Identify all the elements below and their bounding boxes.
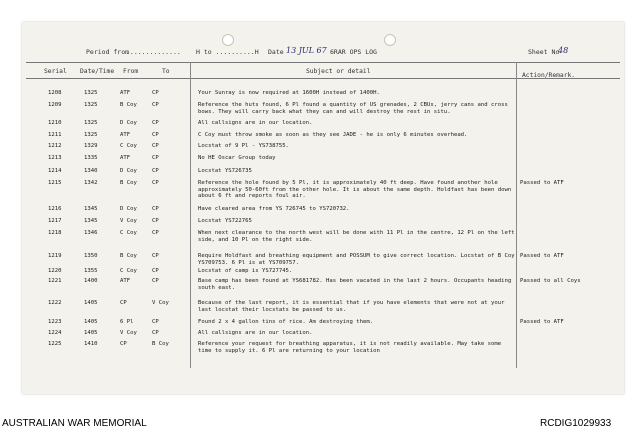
serial-cell: 1220 <box>48 268 62 274</box>
log-title: 6RAR OPS LOG <box>330 48 377 56</box>
log-row <box>22 230 624 241</box>
subject-cell: Locstat YS726735 <box>198 168 252 174</box>
subject-cell: Reference the hole found by 5 Pl, it is approximately 40 ft deep. Have found another hole approximately 50-60ft from the other hole. It is about the same depth. Holdfast has been down about 6 ft and reports foul air. <box>198 180 512 199</box>
h-to-label: H to ..........H <box>196 48 259 56</box>
time-cell: 1405 <box>84 300 98 306</box>
to-cell: CP <box>152 330 159 336</box>
action-cell: Passed to all Coys <box>520 278 581 284</box>
period-from-label: Period from <box>86 48 130 56</box>
log-row <box>22 168 624 179</box>
time-cell: 1355 <box>84 268 98 274</box>
log-row <box>22 218 624 229</box>
time-cell: 1342 <box>84 180 98 186</box>
from-cell: V Coy <box>120 218 137 224</box>
from-cell: D Coy <box>120 168 137 174</box>
to-cell: CP <box>152 180 159 186</box>
subject-cell: All callsigns are in our location. <box>198 330 313 336</box>
from-cell: B Coy <box>120 253 137 259</box>
action-cell: Passed to ATF <box>520 319 564 325</box>
serial-cell: 1211 <box>48 132 62 138</box>
time-cell: 1325 <box>84 132 98 138</box>
col-subject: Subject or detail <box>306 68 371 75</box>
time-cell: 1325 <box>84 102 98 108</box>
col-datetime: Date/Time <box>80 68 115 75</box>
col-action: Action/Remark. <box>522 72 576 79</box>
serial-cell: 1221 <box>48 278 62 284</box>
from-cell: D Coy <box>120 120 137 126</box>
from-cell: C Coy <box>120 143 137 149</box>
serial-cell: 1225 <box>48 341 62 347</box>
serial-cell: 1214 <box>48 168 62 174</box>
log-row <box>22 90 624 101</box>
from-cell: C Coy <box>120 230 137 236</box>
footer-archive-name: AUSTRALIAN WAR MEMORIAL <box>2 418 147 429</box>
log-row <box>22 143 624 154</box>
serial-cell: 1209 <box>48 102 62 108</box>
log-row <box>22 278 624 289</box>
subject-cell: When next clearance to the north west will be done with 11 Pl in the centre, 12 Pl on the left side, and 10 Pl on the right side. <box>198 230 515 243</box>
log-row <box>22 330 624 341</box>
serial-cell: 1213 <box>48 155 62 161</box>
time-cell: 1345 <box>84 206 98 212</box>
subject-cell: All callsigns are in our location. <box>198 120 313 126</box>
time-cell: 1329 <box>84 143 98 149</box>
time-cell: 1340 <box>84 168 98 174</box>
from-cell: 6 Pl <box>120 319 134 325</box>
serial-cell: 1215 <box>48 180 62 186</box>
log-row <box>22 300 624 311</box>
col-serial: Serial <box>44 68 67 75</box>
to-cell: CP <box>152 206 159 212</box>
to-cell: CP <box>152 278 159 284</box>
subject-cell: Locstat of camp is YS727745. <box>198 268 293 274</box>
subject-cell: Found 2 x 4 gallon tins of rice. Am destroying them. <box>198 319 374 325</box>
sheet-no-label: Sheet No <box>528 48 560 56</box>
serial-cell: 1212 <box>48 143 62 149</box>
serial-cell: 1218 <box>48 230 62 236</box>
subject-cell: C Coy must throw smoke as soon as they see JADE - he is only 6 minutes overhead. <box>198 132 468 138</box>
from-cell: CP <box>120 341 127 347</box>
date-label: Date <box>268 48 284 56</box>
to-cell: CP <box>152 268 159 274</box>
punch-hole <box>222 34 234 46</box>
from-cell: B Coy <box>120 180 137 186</box>
time-cell: 1325 <box>84 120 98 126</box>
to-cell: CP <box>152 218 159 224</box>
period-from-value: .............. <box>126 48 181 56</box>
serial-cell: 1222 <box>48 300 62 306</box>
log-row <box>22 319 624 330</box>
punch-hole <box>384 34 396 46</box>
log-row <box>22 155 624 166</box>
log-row <box>22 253 624 264</box>
to-cell: CP <box>152 230 159 236</box>
serial-cell: 1217 <box>48 218 62 224</box>
from-cell: ATF <box>120 155 131 161</box>
serial-cell: 1223 <box>48 319 62 325</box>
log-row <box>22 341 624 352</box>
time-cell: 1325 <box>84 90 98 96</box>
from-cell: D Coy <box>120 206 137 212</box>
to-cell: CP <box>152 132 159 138</box>
to-cell: CP <box>152 168 159 174</box>
date-value: 13 JUL 67 <box>286 46 327 55</box>
to-cell: CP <box>152 143 159 149</box>
to-cell: CP <box>152 90 159 96</box>
col-from: From <box>123 68 139 75</box>
from-cell: ATF <box>120 90 131 96</box>
log-sheet <box>22 22 624 394</box>
serial-cell: 1208 <box>48 90 62 96</box>
subject-cell: Because of the last report, it is essential that if you have elements that were not at your last locstat their locstats be passed to us. <box>198 300 505 313</box>
time-cell: 1335 <box>84 155 98 161</box>
from-cell: V Coy <box>120 330 137 336</box>
col-to: To <box>162 68 170 75</box>
footer-record-id: RCDIG1029933 <box>540 418 612 429</box>
to-cell: V Coy <box>152 300 169 306</box>
log-row <box>22 180 624 199</box>
to-cell: B Coy <box>152 341 169 347</box>
log-row <box>22 120 624 131</box>
from-cell: ATF <box>120 278 131 284</box>
time-cell: 1405 <box>84 319 98 325</box>
time-cell: 1410 <box>84 341 98 347</box>
serial-cell: 1210 <box>48 120 62 126</box>
log-row <box>22 102 624 113</box>
serial-cell: 1224 <box>48 330 62 336</box>
from-cell: CP <box>120 300 127 306</box>
subject-cell: Reference your request for breathing apparatus, it is not readily available. May take some time to supply it. 6 Pl are returning to your location <box>198 341 502 354</box>
to-cell: CP <box>152 155 159 161</box>
log-row <box>22 206 624 217</box>
from-cell: B Coy <box>120 102 137 108</box>
to-cell: CP <box>152 102 159 108</box>
time-cell: 1405 <box>84 330 98 336</box>
subject-cell: Locstat YS722765 <box>198 218 252 224</box>
sheet-no-value: 48 <box>558 46 569 55</box>
log-row <box>22 132 624 143</box>
to-cell: CP <box>152 319 159 325</box>
subject-cell: Require Holdfast and breathing equipment and POSSUM to give correct location. Locstat of B Coy YS709753. 6 Pl is at YS709757. <box>198 253 515 266</box>
action-cell: Passed to ATF <box>520 180 564 186</box>
to-cell: CP <box>152 120 159 126</box>
subject-cell: Locstat of 9 Pl - YS738755. <box>198 143 289 149</box>
subject-cell: Base camp has been found at YS681782. Has been vacated in the last 2 hours. Occupants heading south east. <box>198 278 512 291</box>
time-cell: 1400 <box>84 278 98 284</box>
serial-cell: 1219 <box>48 253 62 259</box>
subject-cell: No HE Oscar Group today <box>198 155 276 161</box>
header-rule-top <box>26 62 620 63</box>
to-cell: CP <box>152 253 159 259</box>
from-cell: C Coy <box>120 268 137 274</box>
time-cell: 1346 <box>84 230 98 236</box>
action-cell: Passed to ATF <box>520 253 564 259</box>
from-cell: ATF <box>120 132 131 138</box>
subject-cell: Have cleared area from YS 726745 to YS720732. <box>198 206 350 212</box>
time-cell: 1350 <box>84 253 98 259</box>
subject-cell: Reference the huts found, 6 Pl found a quantity of US grenades, 2 CBUs, jerry cans and cross bows. They will carry back what they can and will destroy the rest in situ. <box>198 102 508 115</box>
time-cell: 1345 <box>84 218 98 224</box>
serial-cell: 1216 <box>48 206 62 212</box>
subject-cell: Your Sunray is now required at 1600H instead of 1400H. <box>198 90 380 96</box>
